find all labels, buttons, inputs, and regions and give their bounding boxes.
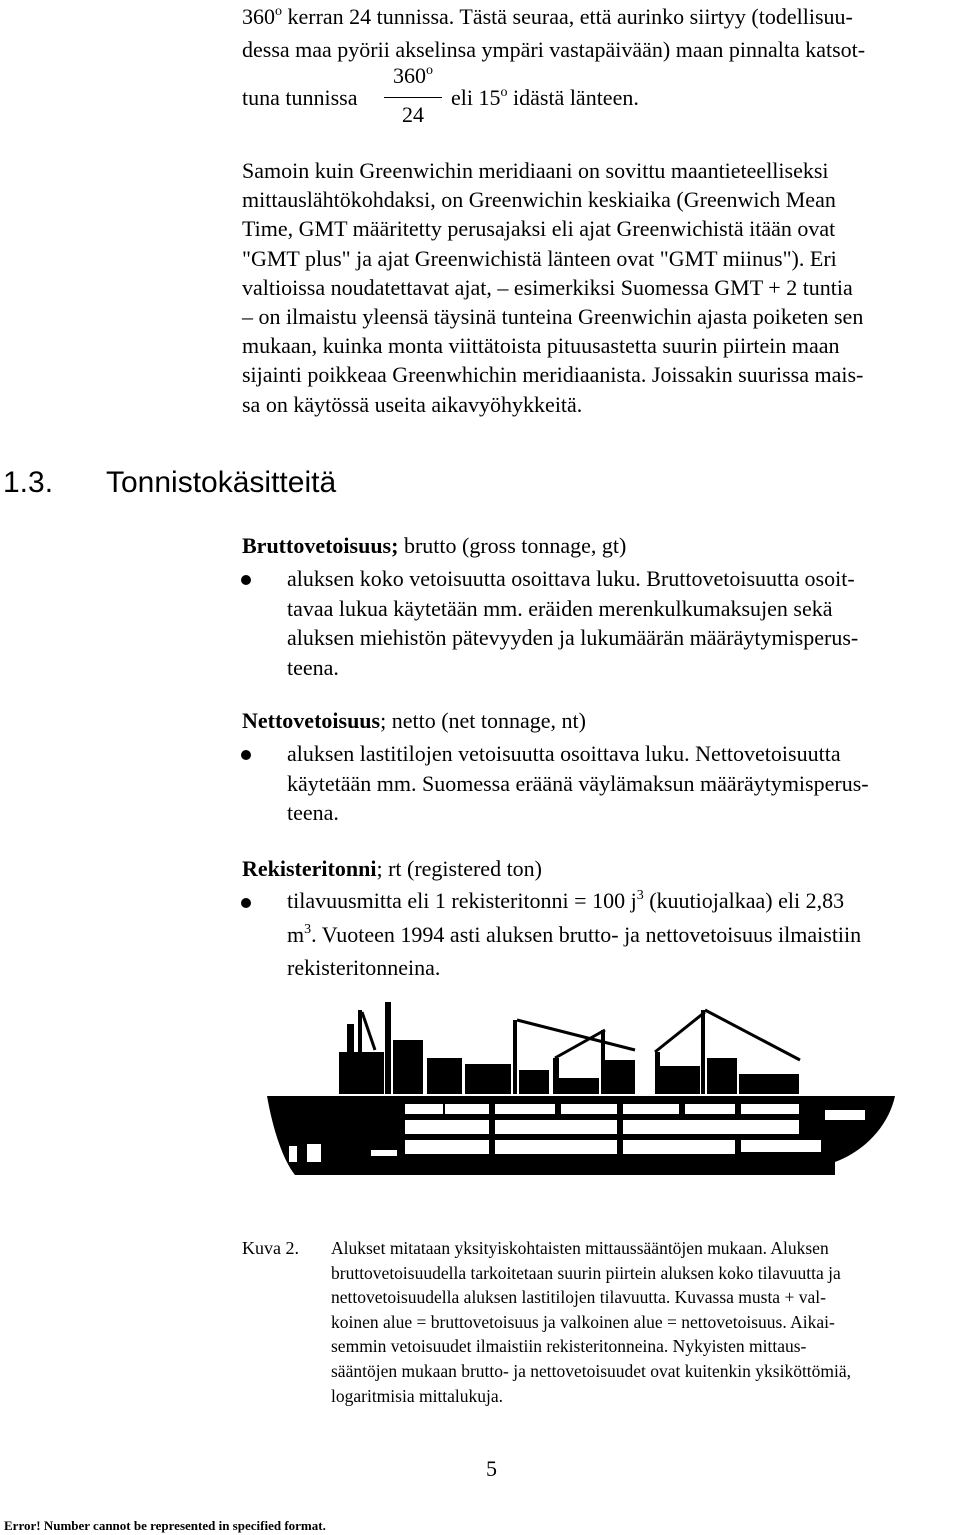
caption-line: semmin vetoisuudet ilmaistiin rekisteritonneina. Nykyisten mittaus- [331,1336,807,1357]
intro-line-3-end: eli 15$^o$ idästä länteen. [451,85,639,110]
bullet-icon [241,898,251,908]
figure-label: Kuva 2. [242,1238,299,1258]
net-line: aluksen lastitilojen vetoisuutta osoittava luku. Nettovetoisuutta [287,741,841,766]
gross-line: tavaa lukua käytetään mm. eräiden merenkulkumaksujen sekä [287,595,833,621]
gross-line: aluksen miehistön pätevyyden ja lukumäärän määräytymisperus- [287,625,859,650]
gmt-line: sijainti poikkeaa Greenwhichin meridiaanista. Joissakin suurissa mais- [242,362,864,388]
fraction-denominator: 24 [402,102,424,127]
register-definition [287,886,861,983]
register-line: tilavuusmitta eli 1 rekisteritonni = 100 $j^3$ (kuutiojalkaa) eli 2,83 [287,888,845,913]
gmt-line: Samoin kuin Greenwichin meridiaani on sovittu maantieteelliseksi [242,158,829,183]
gross-term: Bruttovetoisuus; brutto (gross tonnage, gt) [242,533,627,558]
caption-line: logaritmisia mittalukuja. [331,1385,504,1406]
caption-line: koinen alue = bruttovetoisuus ja valkoinen alue = nettovetoisuus. Aikai- [331,1311,835,1332]
intro-paragraph [242,2,960,64]
register-term: Rekisteritonni; rt (registered ton) [242,856,543,881]
caption-line: sääntöjen mukaan brutto- ja nettovetoisuudet ovat kuitenkin yksiköttömiä, [331,1360,852,1381]
net-line: teena. [287,800,339,825]
caption-line: Alukset mitataan yksityiskohtaisten mittaussääntöjen mukaan. Aluksen [331,1238,829,1258]
fraction-numerator: 360$^o$ [393,63,433,88]
footer-error: Error! Number cannot be represented in specified format. [4,1518,326,1533]
bullet-icon [241,575,251,585]
gross-line: aluksen koko vetoisuutta osoittava luku. Bruttovetoisuutta osoit- [287,566,855,591]
page-number: 5 [486,1456,497,1481]
register-line: $m^3$. Vuoteen 1994 asti aluksen brutto- ja nettovetoisuus ilmaistiin [287,921,862,947]
net-term: Nettovetoisuus; netto (net tonnage, nt) [242,708,586,733]
section-number: 1.3. [3,466,54,499]
gmt-line: mukaan, kuinka monta viittätoista pituusastetta suurin piirtein maan [242,333,840,359]
net-line: käytetään mm. Suomessa eräänä väylämaksun määräytymisperus- [287,770,869,796]
intro-line-1: 360$^o$ kerran 24 tunnissa. Tästä seuraa, että aurinko siirtyy (todellisuu- [242,4,853,29]
gmt-line: "GMT plus" ja ajat Greenwichistä länteen ovat "GMT miinus"). Eri [242,245,837,271]
gmt-line: Time, GMT määritetty perusajaksi eli ajat Greenwichistä itään ovat [242,216,836,242]
gmt-paragraph [242,156,960,419]
gmt-line: mittauslähtökohdaksi, on Greenwichin keskiaika (Greenwich Mean [242,187,836,213]
register-line: rekisteritonneina. [287,955,441,980]
caption-line: nettovetoisuudella aluksen lastitilojen tilavuutta. Kuvassa musta + val- [331,1287,826,1308]
gross-line: teena. [287,654,339,680]
caption-line: bruttovetoisuudella tarkoitetaan suurin piirtein aluksen koko tilavuutta ja [331,1262,841,1283]
fraction-bar [384,97,442,98]
bullet-icon [241,750,251,760]
intro-line-3-start: tuna tunnissa [242,85,358,110]
intro-line-2: dessa maa pyörii akselinsa ympäri vastapäivään) maan pinnalta katsot- [242,37,866,63]
gmt-line: – on ilmaistu yleensä täysinä tunteina Greenwichin ajasta poiketen sen [242,304,864,330]
gmt-line: sa on käytössä useita aikavyöhykkeitä. [242,391,583,417]
figure-caption [331,1236,960,1408]
ship-illustration-icon [255,1000,915,1190]
net-definition [287,739,869,828]
gmt-line: valtioissa noudatettavat ajat, – esimerkiksi Suomessa GMT + 2 tuntia [242,274,853,300]
gross-definition [287,564,858,682]
section-title: Tonnistokäsitteitä [106,466,337,499]
